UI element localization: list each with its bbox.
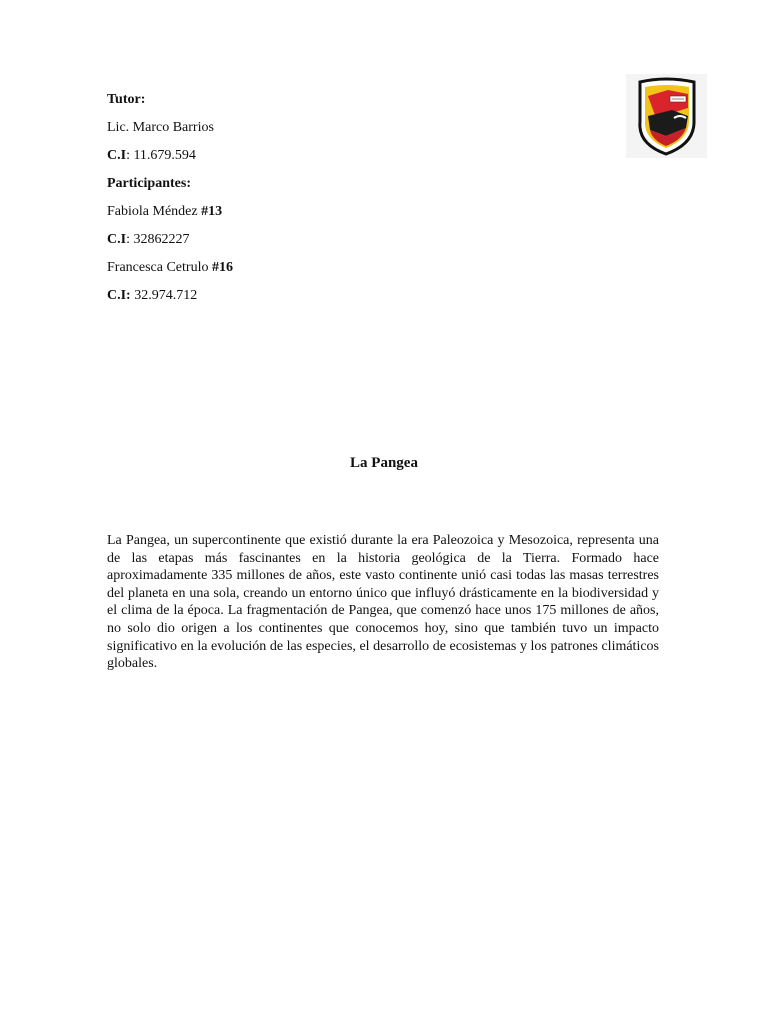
participant-name: Fabiola Méndez	[107, 204, 202, 219]
tutor-ci	[107, 146, 507, 174]
participant-2-ci	[107, 286, 507, 314]
body-paragraph: La Pangea, un supercontinente que existió durante la era Paleozoica y Mesozoica, representa una de las etapas más fascinantes en la historia geológica de la Tierra. Formado hace aproximadamente 335 millones de años, este vasto continente unió casi todas las masas terrestres del planeta en una sola, creando un entorno único que influyó drásticamente en la biodiversidad y el clima de la época. La fragmentación de Pangea, que comenzó hace unos 175 millones de años, no solo dio origen a los continentes que conocemos hoy, sino que también tuvo un impacto significativo en la evolución de las especies, el desarrollo de ecosistemas y los patrones climáticos globales.	[107, 533, 659, 672]
author-info	[107, 90, 507, 314]
school-shield-icon	[626, 74, 707, 158]
participant-ci-value: : 32862227	[126, 232, 190, 247]
participants-label: Participantes:	[107, 176, 191, 191]
participant-name: Francesca Cetrulo	[107, 260, 212, 275]
participant-ci-label: C.I:	[107, 288, 131, 303]
participant-number: #13	[201, 204, 223, 219]
participant-ci-label: C.I	[107, 232, 127, 247]
participant-number: #16	[211, 260, 233, 275]
tutor-label: Tutor:	[107, 92, 146, 107]
tutor-ci-value: : 11.679.594	[126, 148, 196, 163]
participant-1-name	[107, 202, 507, 230]
tutor-ci-label: C.I	[107, 148, 127, 163]
document-title: La Pangea	[350, 455, 418, 471]
tutor-name: Lic. Marco Barrios	[107, 120, 214, 135]
participant-2-name	[107, 258, 507, 286]
tutor-heading	[107, 90, 507, 118]
participants-heading	[107, 174, 507, 202]
participant-ci-value: 32.974.712	[130, 288, 198, 303]
participant-1-ci	[107, 230, 507, 258]
